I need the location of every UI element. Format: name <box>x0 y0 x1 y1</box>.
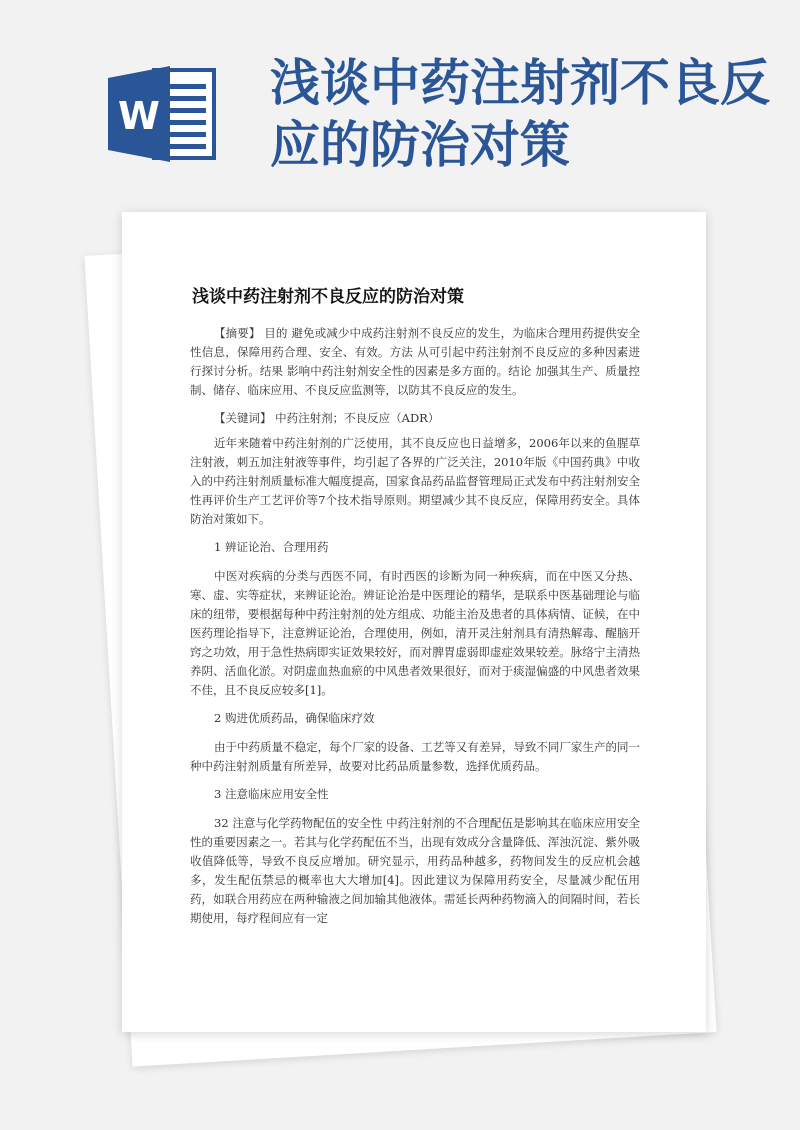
section-heading-3: 3 注意临床应用安全性 <box>214 787 329 801</box>
document-title: 浅谈中药注射剂不良反应的防治对策 <box>192 287 464 307</box>
keywords-paragraph: 【关键词】 中药注射剂；不良反应（ADR） <box>214 411 440 425</box>
section-text-1: 中医对疾病的分类与西医不同，有时西医的诊断为同一种疾病，而在中医又分热、寒、虚、实等症状，来辨证论治。辨证论治是中医理论的精华，是联系中医基础理论与临床的纽带，要根据每种中药注射剂的处方组成、功能主治及患者的具体病情、证候，在中医药理论指导下，注意辨证论治，合理使用，例如，清开灵注射剂具有清热解毒、醒脑开窍之功效，用于急性热病即实证效果较好，而对脾胃虚弱即虚症效果较差。脉络宁主清热养阴、活血化淤。对阴虚血热血瘀的中风患者效果很好，而对于痰湿偏盛的中风患者效果不佳，且不良反应较多[1]。 <box>190 569 640 697</box>
section-heading-1: 1 辨证论治、合理用药 <box>214 540 329 554</box>
word-doc-icon <box>108 66 216 162</box>
section-heading-2: 2 购进优质药品，确保临床疗效 <box>214 711 375 725</box>
section-text-2: 由于中药质量不稳定，每个厂家的设备、工艺等又有差异，导致不同厂家生产的同一种中药注射剂质量有所差异，故要对比药品质量参数，选择优质药品。 <box>190 740 640 773</box>
abstract-paragraph: 【摘要】 目的 避免或减少中成药注射剂不良反应的发生，为临床合理用药提供安全性信息，保障用药合理、安全、有效。方法 从可引起中药注射剂不良反应的多种因素进行探讨分析。结果 影响中药注射剂安全性的因素是多方面的。结论 加强其生产、质量控制、储存、临床应用、不良反应监测等，以防其不良反应的发生。 <box>190 326 640 397</box>
section-text-3: 32 注意与化学药物配伍的安全性 中药注射剂的不合理配伍是影响其在临床应用安全性的重要因素之一。若其与化学药配伍不当，出现有效成分含量降低、浑浊沉淀、紫外吸收值降低等，导致不良反应增加。研究显示，用药品种越多，药物间发生的反应机会越多，发生配伍禁忌的概率也大大增加[4]。因此建议为保障用药安全，尽量减少配伍用药，如联合用药应在两种输液之间加输其他液体。需延长两种药物滴入的间隔时间，若长期使用，每疗程间应有一定 <box>190 816 640 925</box>
intro-paragraph: 近年来随着中药注射剂的广泛使用，其不良反应也日益增多，2006年以来的鱼腥草注射液，刺五加注射液等事件，均引起了各界的广泛关注，2010年版《中国药典》中收入的中药注射剂质量标准大幅度提高，国家食品药品监督管理局正式发布中药注射剂安全性再评价生产工艺评价等7个技术指导原则。期望减少其不良反应，保障用药安全。具体防治对策如下。 <box>190 436 640 526</box>
banner-title: 浅谈中药注射剂不良反应的防治对策 <box>270 54 770 174</box>
document-body <box>190 324 640 937</box>
word-logo-letter: W <box>118 94 160 138</box>
